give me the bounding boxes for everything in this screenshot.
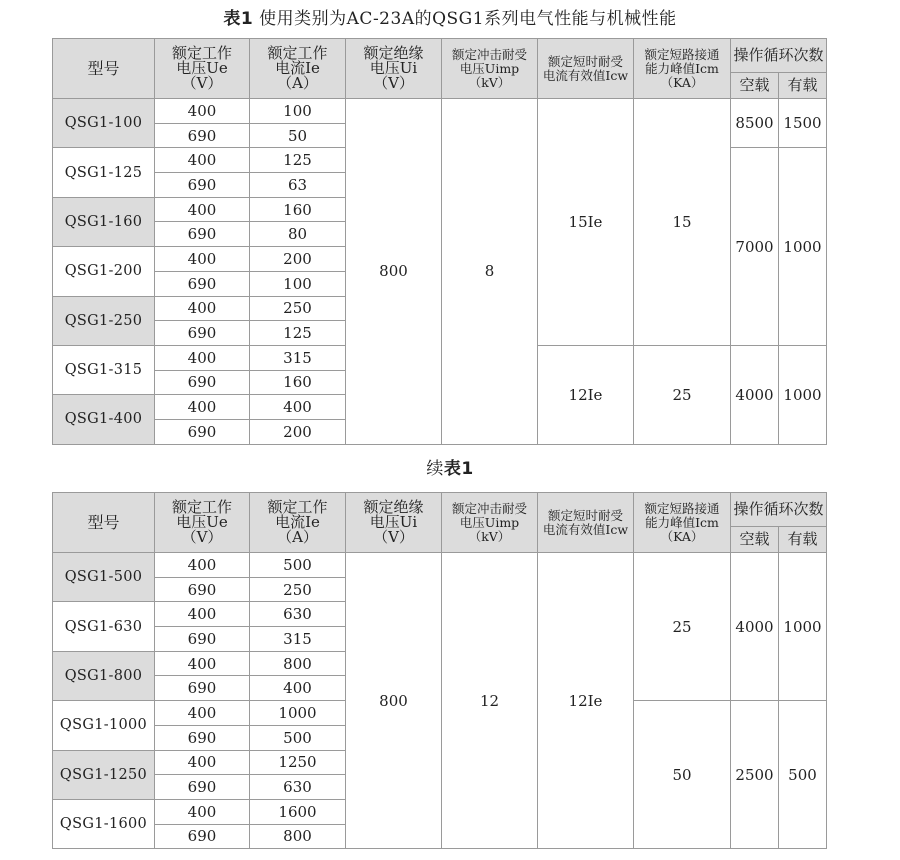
model-cell: QSG1-250 bbox=[53, 296, 155, 345]
header-no-load: 空载 bbox=[731, 73, 779, 99]
no-load-cell: 8500 bbox=[731, 99, 779, 148]
uimp-cell: 12 bbox=[442, 553, 538, 849]
ie-cell: 250 bbox=[250, 577, 346, 602]
load-cell: 1000 bbox=[779, 148, 827, 346]
ie-cell: 63 bbox=[250, 173, 346, 198]
ie-cell: 200 bbox=[250, 247, 346, 272]
ie-cell: 50 bbox=[250, 123, 346, 148]
header-uimp: 额定冲击耐受 电压Uimp （kV） bbox=[442, 493, 538, 553]
header-uimp: 额定冲击耐受 电压Uimp （kV） bbox=[442, 39, 538, 99]
table2-caption-prefix: 续 bbox=[426, 459, 444, 479]
ui-cell: 800 bbox=[346, 99, 442, 445]
table1-caption-text: 使用类别为AC-23A的QSG1系列电气性能与机械性能 bbox=[259, 9, 677, 29]
ue-cell: 400 bbox=[155, 197, 250, 222]
header-ui: 额定绝缘 电压Ui （V） bbox=[346, 493, 442, 553]
ue-cell: 400 bbox=[155, 701, 250, 726]
ui-cell: 800 bbox=[346, 553, 442, 849]
header-cycles: 操作循环次数 bbox=[731, 39, 827, 73]
table2 bbox=[52, 492, 827, 849]
table-row bbox=[53, 553, 827, 578]
ue-cell: 690 bbox=[155, 321, 250, 346]
ie-cell: 315 bbox=[250, 627, 346, 652]
header-icm: 额定短路接通 能力峰值Icm （KA） bbox=[634, 39, 731, 99]
icw-cell: 12Ie bbox=[538, 345, 634, 444]
header-model: 型号 bbox=[53, 39, 155, 99]
table1-caption-label: 表1 bbox=[223, 9, 254, 29]
load-cell: 1000 bbox=[779, 553, 827, 701]
table2-caption bbox=[0, 456, 900, 482]
ie-cell: 1600 bbox=[250, 799, 346, 824]
table1 bbox=[52, 38, 827, 445]
ie-cell: 500 bbox=[250, 553, 346, 578]
model-cell: QSG1-315 bbox=[53, 345, 155, 394]
model-cell: QSG1-800 bbox=[53, 651, 155, 700]
ie-cell: 160 bbox=[250, 370, 346, 395]
ie-cell: 80 bbox=[250, 222, 346, 247]
ue-cell: 690 bbox=[155, 824, 250, 849]
ie-cell: 800 bbox=[250, 824, 346, 849]
ie-cell: 160 bbox=[250, 197, 346, 222]
ue-cell: 400 bbox=[155, 99, 250, 124]
no-load-cell: 2500 bbox=[731, 701, 779, 849]
model-cell: QSG1-630 bbox=[53, 602, 155, 651]
ie-cell: 500 bbox=[250, 725, 346, 750]
ue-cell: 690 bbox=[155, 775, 250, 800]
ie-cell: 125 bbox=[250, 148, 346, 173]
ue-cell: 400 bbox=[155, 799, 250, 824]
table-row bbox=[53, 99, 827, 124]
icw-cell: 15Ie bbox=[538, 99, 634, 346]
header-ie: 额定工作 电流Ie （A） bbox=[250, 493, 346, 553]
model-cell: QSG1-1250 bbox=[53, 750, 155, 799]
ue-cell: 690 bbox=[155, 577, 250, 602]
header-cycles: 操作循环次数 bbox=[731, 493, 827, 527]
ie-cell: 400 bbox=[250, 395, 346, 420]
ue-cell: 690 bbox=[155, 627, 250, 652]
uimp-cell: 8 bbox=[442, 99, 538, 445]
model-cell: QSG1-100 bbox=[53, 99, 155, 148]
ie-cell: 630 bbox=[250, 775, 346, 800]
header-icw: 额定短时耐受 电流有效值Icw bbox=[538, 493, 634, 553]
icm-cell: 25 bbox=[634, 345, 731, 444]
ie-cell: 125 bbox=[250, 321, 346, 346]
header-ue: 额定工作 电压Ue （V） bbox=[155, 39, 250, 99]
ie-cell: 1000 bbox=[250, 701, 346, 726]
no-load-cell: 7000 bbox=[731, 148, 779, 346]
model-cell: QSG1-160 bbox=[53, 197, 155, 246]
icm-cell: 25 bbox=[634, 553, 731, 701]
icw-cell: 12Ie bbox=[538, 553, 634, 849]
ue-cell: 400 bbox=[155, 553, 250, 578]
ue-cell: 690 bbox=[155, 222, 250, 247]
ie-cell: 800 bbox=[250, 651, 346, 676]
ie-cell: 250 bbox=[250, 296, 346, 321]
header-ui: 额定绝缘 电压Ui （V） bbox=[346, 39, 442, 99]
ie-cell: 100 bbox=[250, 99, 346, 124]
ie-cell: 315 bbox=[250, 345, 346, 370]
ue-cell: 400 bbox=[155, 345, 250, 370]
load-cell: 1000 bbox=[779, 345, 827, 444]
model-cell: QSG1-400 bbox=[53, 395, 155, 444]
no-load-cell: 4000 bbox=[731, 345, 779, 444]
ue-cell: 690 bbox=[155, 173, 250, 198]
ue-cell: 690 bbox=[155, 419, 250, 444]
icm-cell: 15 bbox=[634, 99, 731, 346]
model-cell: QSG1-1000 bbox=[53, 701, 155, 750]
load-cell: 1500 bbox=[779, 99, 827, 148]
ue-cell: 400 bbox=[155, 247, 250, 272]
ue-cell: 400 bbox=[155, 651, 250, 676]
no-load-cell: 4000 bbox=[731, 553, 779, 701]
ie-cell: 400 bbox=[250, 676, 346, 701]
ie-cell: 630 bbox=[250, 602, 346, 627]
model-cell: QSG1-1600 bbox=[53, 799, 155, 848]
header-ue: 额定工作 电压Ue （V） bbox=[155, 493, 250, 553]
ue-cell: 690 bbox=[155, 123, 250, 148]
table2-caption-label: 表1 bbox=[443, 459, 474, 479]
ue-cell: 400 bbox=[155, 148, 250, 173]
ie-cell: 100 bbox=[250, 271, 346, 296]
header-no-load: 空载 bbox=[731, 527, 779, 553]
header-ie: 额定工作 电流Ie （A） bbox=[250, 39, 346, 99]
ie-cell: 1250 bbox=[250, 750, 346, 775]
ue-cell: 400 bbox=[155, 602, 250, 627]
header-icm: 额定短路接通 能力峰值Icm （KA） bbox=[634, 493, 731, 553]
ue-cell: 690 bbox=[155, 370, 250, 395]
ue-cell: 690 bbox=[155, 271, 250, 296]
model-cell: QSG1-200 bbox=[53, 247, 155, 296]
table1-caption bbox=[0, 6, 900, 32]
model-cell: QSG1-125 bbox=[53, 148, 155, 197]
header-icw: 额定短时耐受 电流有效值Icw bbox=[538, 39, 634, 99]
header-load: 有载 bbox=[779, 73, 827, 99]
ue-cell: 400 bbox=[155, 395, 250, 420]
ue-cell: 400 bbox=[155, 296, 250, 321]
load-cell: 500 bbox=[779, 701, 827, 849]
ie-cell: 200 bbox=[250, 419, 346, 444]
icm-cell: 50 bbox=[634, 701, 731, 849]
header-load: 有载 bbox=[779, 527, 827, 553]
header-model: 型号 bbox=[53, 493, 155, 553]
ue-cell: 690 bbox=[155, 676, 250, 701]
ue-cell: 400 bbox=[155, 750, 250, 775]
model-cell: QSG1-500 bbox=[53, 553, 155, 602]
ue-cell: 690 bbox=[155, 725, 250, 750]
